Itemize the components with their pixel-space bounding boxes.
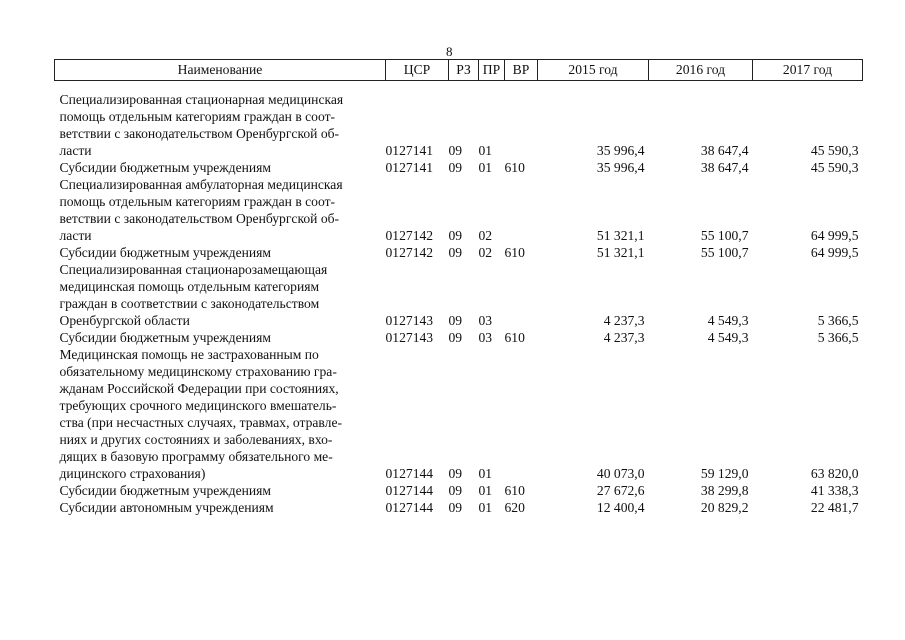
row-2017: 45 590,3 xyxy=(810,143,859,158)
row-2016: 4 549,3 xyxy=(707,313,749,328)
row-name-line: Субсидии бюджетным учреждениям xyxy=(59,245,272,260)
row-name xyxy=(55,329,386,346)
row-2017: 45 590,3 xyxy=(810,160,859,175)
row-name xyxy=(55,244,386,261)
row-vr xyxy=(505,261,538,329)
table-row xyxy=(55,159,863,176)
table-header-row xyxy=(55,60,863,81)
row-name-line: Субсидии бюджетным учреждениям xyxy=(59,483,272,498)
row-pr: 01 xyxy=(478,466,493,481)
row-name-line: помощь отдельным категориям граждан в соот- xyxy=(59,194,336,209)
column-header-2015: 2015 год xyxy=(538,60,649,81)
row-csr: 0127144 xyxy=(385,483,434,498)
row-name-line: Субсидии автономным учреждениям xyxy=(59,500,274,515)
table-row xyxy=(55,176,863,244)
row-csr: 0127141 xyxy=(385,143,434,158)
row-rz: 09 xyxy=(448,160,463,175)
row-name-line: Медицинская помощь не застрахованным по xyxy=(59,347,319,362)
column-header-pr: ПР xyxy=(479,60,505,81)
row-name-line: Специализированная амбулаторная медицинская xyxy=(59,177,343,192)
row-pr: 01 xyxy=(478,143,493,158)
row-vr: 610 xyxy=(504,330,525,345)
row-pr: 01 xyxy=(478,500,493,515)
row-name-line: граждан в соответствии с законодательством xyxy=(59,296,320,311)
column-header-csr: ЦСР xyxy=(386,60,449,81)
budget-table xyxy=(54,59,863,516)
row-2015: 27 672,6 xyxy=(596,483,645,498)
row-name-line: Субсидии бюджетным учреждениям xyxy=(59,330,272,345)
row-vr: 620 xyxy=(504,500,525,515)
row-vr xyxy=(505,176,538,244)
row-name-line: Специализированная стационарозамещающая xyxy=(59,262,328,277)
row-name-line: ветствии с законодательством Оренбургской об- xyxy=(59,126,340,141)
row-2015: 4 237,3 xyxy=(603,313,645,328)
row-rz: 09 xyxy=(448,330,463,345)
row-csr: 0127141 xyxy=(385,160,434,175)
row-2015: 51 321,1 xyxy=(596,245,645,260)
table-row xyxy=(55,482,863,499)
row-csr: 0127143 xyxy=(385,313,434,328)
row-name-line: дящих в базовую программу обязательного ме- xyxy=(59,449,333,464)
row-name-line: медицинская помощь отдельным категориям xyxy=(59,279,320,294)
row-name-line: обязательному медицинскому страхованию гра- xyxy=(59,364,337,379)
row-2016: 38 299,8 xyxy=(700,483,749,498)
row-2017: 5 366,5 xyxy=(817,313,859,328)
row-rz: 09 xyxy=(448,466,463,481)
row-2015: 51 321,1 xyxy=(596,228,645,243)
row-2015: 4 237,3 xyxy=(603,330,645,345)
row-name xyxy=(55,159,386,176)
row-pr: 01 xyxy=(478,483,493,498)
row-name-line: требующих срочного медицинского вмешатель- xyxy=(59,398,337,413)
row-2017: 63 820,0 xyxy=(810,466,859,481)
row-2016: 20 829,2 xyxy=(700,500,749,515)
row-csr: 0127142 xyxy=(385,245,434,260)
row-vr: 610 xyxy=(504,245,525,260)
row-2016: 59 129,0 xyxy=(700,466,749,481)
row-name-line: жданам Российской Федерации при состояниях, xyxy=(59,381,339,396)
row-name-line: ниях и других состояниях и заболеваниях, вхо- xyxy=(59,432,333,447)
row-2017: 22 481,7 xyxy=(810,500,859,515)
row-csr: 0127144 xyxy=(385,500,434,515)
row-csr: 0127144 xyxy=(385,466,434,481)
row-csr: 0127143 xyxy=(385,330,434,345)
row-name-line: Оренбургской области xyxy=(59,313,190,328)
row-2016: 55 100,7 xyxy=(700,245,749,260)
table-row xyxy=(55,499,863,516)
row-rz: 09 xyxy=(448,143,463,158)
row-2017: 41 338,3 xyxy=(810,483,859,498)
row-name-line: дицинского страхования) xyxy=(59,466,206,481)
row-2016: 38 647,4 xyxy=(700,160,749,175)
column-header-2017: 2017 год xyxy=(753,60,863,81)
column-header-name: Наименование xyxy=(55,60,386,81)
row-2017: 64 999,5 xyxy=(810,245,859,260)
table-row xyxy=(55,81,863,160)
page-number: 8 xyxy=(446,44,453,59)
row-name-line: ласти xyxy=(59,143,92,158)
row-2015: 35 996,4 xyxy=(596,160,645,175)
row-name-line: помощь отдельным категориям граждан в соот- xyxy=(59,109,336,124)
table-row xyxy=(55,261,863,329)
row-2016: 38 647,4 xyxy=(700,143,749,158)
row-2017: 5 366,5 xyxy=(817,330,859,345)
row-name-line: ства (при несчастных случаях, травмах, отравле- xyxy=(59,415,343,430)
table-row xyxy=(55,329,863,346)
row-rz: 09 xyxy=(448,228,463,243)
row-vr: 610 xyxy=(504,160,525,175)
row-name-line: ласти xyxy=(59,228,92,243)
row-name xyxy=(55,81,386,160)
row-name xyxy=(55,499,386,516)
row-2015: 35 996,4 xyxy=(596,143,645,158)
column-header-2016: 2016 год xyxy=(649,60,753,81)
row-csr: 0127142 xyxy=(385,228,434,243)
row-2015: 40 073,0 xyxy=(596,466,645,481)
row-name-line: ветствии с законодательством Оренбургской об- xyxy=(59,211,340,226)
row-pr: 03 xyxy=(478,313,493,328)
row-pr: 03 xyxy=(478,330,493,345)
row-pr: 02 xyxy=(478,228,493,243)
row-rz: 09 xyxy=(448,245,463,260)
row-vr xyxy=(505,81,538,160)
row-rz: 09 xyxy=(448,483,463,498)
column-header-rz: РЗ xyxy=(449,60,479,81)
row-rz: 09 xyxy=(448,500,463,515)
table-body xyxy=(55,81,863,517)
table-row xyxy=(55,346,863,482)
row-2015: 12 400,4 xyxy=(596,500,645,515)
table-row xyxy=(55,244,863,261)
row-rz: 09 xyxy=(448,313,463,328)
row-pr: 02 xyxy=(478,245,493,260)
row-2016: 55 100,7 xyxy=(700,228,749,243)
column-header-vr: ВР xyxy=(505,60,538,81)
row-vr xyxy=(505,346,538,482)
row-pr: 01 xyxy=(478,160,493,175)
row-name-line: Специализированная стационарная медицинская xyxy=(59,92,344,107)
row-name xyxy=(55,261,386,329)
row-vr: 610 xyxy=(504,483,525,498)
row-name xyxy=(55,346,386,482)
row-name xyxy=(55,482,386,499)
row-name-line: Субсидии бюджетным учреждениям xyxy=(59,160,272,175)
row-2017: 64 999,5 xyxy=(810,228,859,243)
row-2016: 4 549,3 xyxy=(707,330,749,345)
row-name xyxy=(55,176,386,244)
